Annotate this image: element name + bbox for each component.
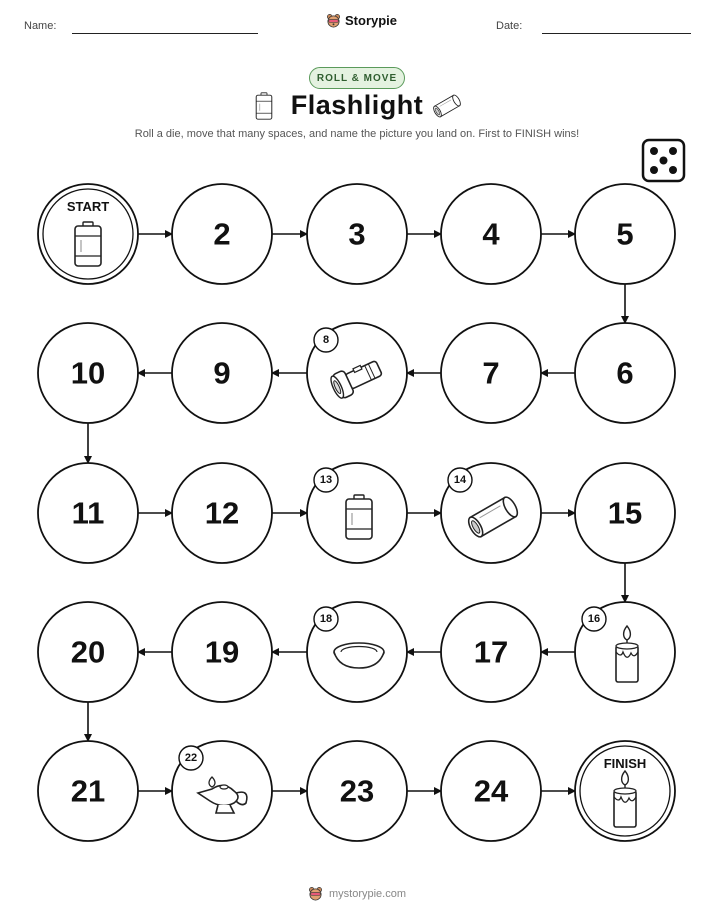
space-number: 18 [319,613,333,625]
footer [0,886,714,901]
space-number: 19 [204,634,240,670]
page-title: Flashlight [290,90,424,120]
board-space-12[interactable] [172,463,272,563]
start-label: START [66,199,110,214]
bear-icon [308,886,323,901]
board-space-15[interactable] [575,463,675,563]
space-number: 17 [473,634,509,670]
space-number: 4 [482,216,500,252]
space-number: 22 [184,752,198,764]
board-space-20[interactable] [38,602,138,702]
space-number: 8 [322,334,330,346]
board-space-10[interactable] [38,323,138,423]
board-space-1[interactable] [38,184,138,284]
space-number: 5 [616,216,634,252]
title-battery-icon [256,93,272,119]
board-space-17[interactable] [441,602,541,702]
space-number: 2 [213,216,231,252]
space-number: 9 [213,355,231,391]
instructions: Roll a die, move that many spaces, and name the picture you land on. First to FINISH wins! [134,128,580,140]
finish-label: FINISH [603,756,647,771]
footer-url: mystorypie.com [328,887,407,900]
space-number: 6 [616,355,634,391]
board-space-11[interactable] [38,463,138,563]
board-space-22[interactable] [172,741,272,841]
space-number: 15 [607,495,643,531]
board-space-23[interactable] [307,741,407,841]
board-space-7[interactable] [441,323,541,423]
date-label: Date: [496,20,523,32]
space-number: 3 [348,216,366,252]
space-number: 23 [339,773,375,809]
die-icon [643,140,684,181]
space-number: 21 [70,773,106,809]
board-space-13[interactable] [307,463,407,563]
board-space-6[interactable] [575,323,675,423]
space-number: 7 [482,355,500,391]
battery-icon [75,222,101,266]
space-number: 16 [587,613,601,625]
space-number: 13 [319,474,333,486]
board-space-21[interactable] [38,741,138,841]
brand-name: Storypie [345,13,398,28]
space-number: 24 [473,773,509,809]
space-number: 20 [70,634,106,670]
roll-and-move-badge: ROLL & MOVE [309,67,405,89]
board-space-19[interactable] [172,602,272,702]
board-space-24[interactable] [441,741,541,841]
board-space-25[interactable] [575,741,675,841]
battery-icon [346,495,372,539]
board-space-9[interactable] [172,323,272,423]
board-space-4[interactable] [441,184,541,284]
space-number: 12 [204,495,240,531]
name-label: Name: [24,20,57,32]
board-space-2[interactable] [172,184,272,284]
space-number: 11 [71,495,105,531]
title-tube-icon [432,94,462,118]
space-number: 14 [453,474,467,486]
board-space-5[interactable] [575,184,675,284]
board-spaces [38,184,675,841]
board-space-3[interactable] [307,184,407,284]
board-space-8[interactable] [307,323,407,423]
board-space-14[interactable] [441,463,541,563]
board-space-16[interactable] [575,602,675,702]
space-number: 10 [70,355,106,391]
board-space-18[interactable] [307,602,407,702]
